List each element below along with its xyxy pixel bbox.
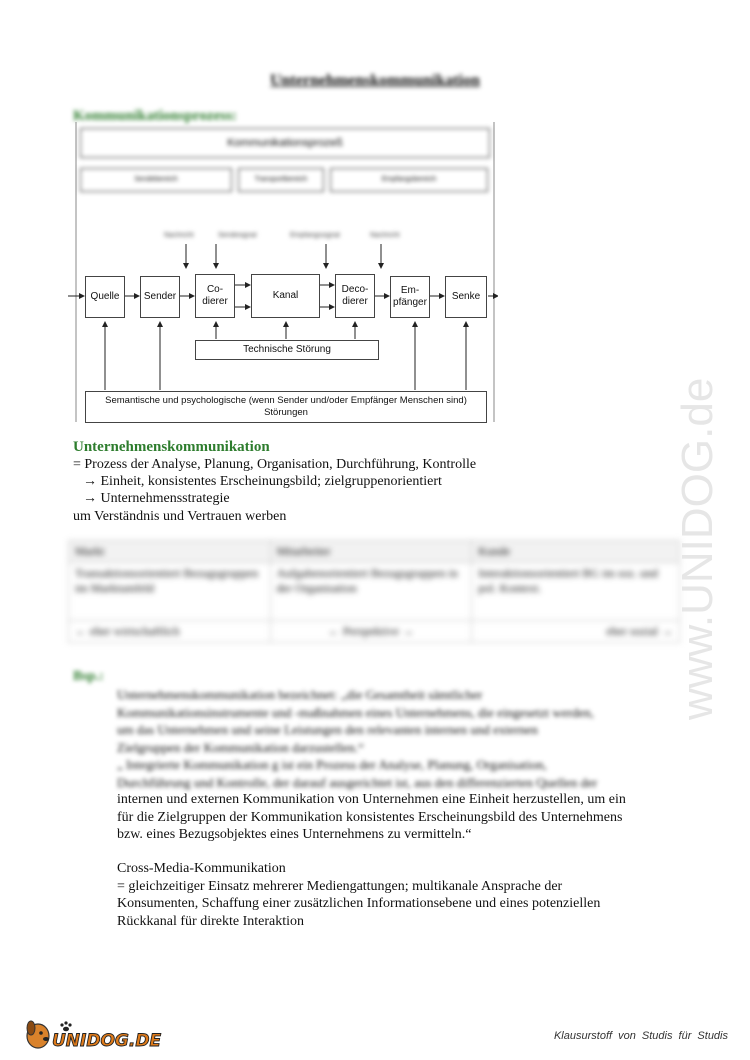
stakeholder-table [68,540,680,643]
arrow-icon: → [83,491,97,506]
table-header-markt: Markt [69,541,271,563]
box-senke: Senke [445,276,487,318]
uk-heading: Unternehmenskommunikation [73,439,270,455]
signal-label-2: Sendesignal [218,232,257,239]
example-blurred-text [117,686,677,791]
technical-noise-box: Technische Störung [195,340,379,360]
logo-graphic [22,1016,182,1052]
process-top-box: Kommunikationsprozeß [80,128,490,158]
area-send: Sendebereich [80,168,232,192]
table-header-mitarbeiter: Mitarbeiter [270,541,472,563]
footer-tagline: Klausurstoff von Studis für Studis [553,1030,728,1042]
text-line: Kommunikationsinstrumente und -maßnahmen eines Unternehmens, die eingesetzt werden, [117,704,594,720]
box-decodierer [335,274,375,318]
empfaenger-line-2: pfänger [393,297,427,308]
uk-line-3 [83,491,230,507]
unidog-logo [22,1016,182,1052]
page-title: Unternehmenskommunikation [270,72,480,89]
semantic-noise-line-1: Semantische und psychologische (wenn Sender und/oder Empfänger Menschen sind) [105,395,467,406]
example-heading: Bsp.: [73,669,104,684]
text-line: internen und externen Kommunikation von Unternehmen eine Einheit herzustellen, um ein [117,792,626,807]
box-sender: Sender [140,276,180,318]
table-cell: ← Perspektive → [270,621,472,643]
table-cell: Aufgabenorientiert Bezugsgruppen in der Organisation [270,563,472,621]
text-line: bzw. eines Bezugsobjektes eines Unternehmens zu vermitteln.“ [117,827,472,842]
signal-label-1: Nachricht [164,232,194,239]
text-line: = gleichzeitiger Einsatz mehrerer Mediengattungen; multikanale Ansprache der [117,878,563,894]
box-empfaenger [390,276,430,318]
communication-diagram [68,122,498,424]
text-line: für die Zielgruppen der Kommunikation konsistentes Erscheinungsbild des Unternehmens [117,809,623,825]
decodierer-line-2: dierer [342,296,368,307]
table-row [69,621,680,643]
semantic-noise-box [85,391,487,423]
logo-text: UNIDOG.DE [52,1031,162,1051]
table-header-kunde: Kunde [472,541,680,563]
codierer-line-1: Co- [206,284,224,295]
signal-label-4: Nachricht [370,232,400,239]
table-row [69,563,680,621]
text-line: Konsumenten, Schaffung einer zusätzlichen Informationsebene und eines potenziellen [117,896,601,911]
text-line: um das Unternehmen und seine Leistungen den relevanten internen und externen [117,722,538,737]
text-line: Durchführung und Kontrolle, der darauf ausgerichtet ist, aus den differenzierten Quellen der [117,774,598,790]
table-cell: Interaktionsorientiert BG im soz. und pol. Kontext. [472,563,680,621]
table-row [69,541,680,563]
area-transport: Transportbereich [238,168,324,192]
crossmedia-title: Cross-Media-Kommunikation [117,861,286,876]
empfaenger-line-1: Em- [400,285,420,296]
text-line: Unternehmenskommunikation bezeichnet: „die Gesamtheit sämtlicher [117,687,483,702]
text-line: Zielgruppen der Kommunikation darzustellen.“ [117,739,364,755]
table-cell: Transaktionsorientiert Bezugsgruppen im Marktumfeld [69,563,271,621]
uk-line-1: = Prozess der Analyse, Planung, Organisation, Durchführung, Kontrolle [73,457,477,472]
decodierer-line-1: Deco- [341,284,369,295]
crossmedia-section [117,860,677,930]
box-kanal: Kanal [251,274,320,318]
text-line: „ Integrierte Kommunikation g ist ein Prozess der Analyse, Planung, Organisation, [117,757,547,772]
area-receive: Empfangsbereich [330,168,488,192]
example-clear-text [117,791,677,844]
uk-line-2-text: Einheit, konsistentes Erscheinungsbild; zielgruppenorientiert [100,474,442,489]
uk-line-4: um Verständnis und Vertrauen werben [73,509,287,524]
uk-line-2 [83,474,442,490]
table-cell: eher sozial → [472,621,680,643]
box-codierer [195,274,235,318]
watermark [670,280,730,720]
text-line: Rückkanal für direkte Interaktion [117,913,304,929]
arrow-icon: → [83,474,97,489]
watermark-text: www.UNIDOG.de [673,377,722,720]
box-quelle: Quelle [85,276,125,318]
semantic-noise-line-2: Störungen [264,407,308,418]
uk-line-3-text: Unternehmensstrategie [100,491,230,506]
signal-label-3: Empfangssignal [290,232,340,239]
table-cell: ← eher wirtschaftlich [69,621,271,643]
process-heading: Kommunikationsprozess: [73,108,237,124]
codierer-line-2: dierer [202,296,228,307]
